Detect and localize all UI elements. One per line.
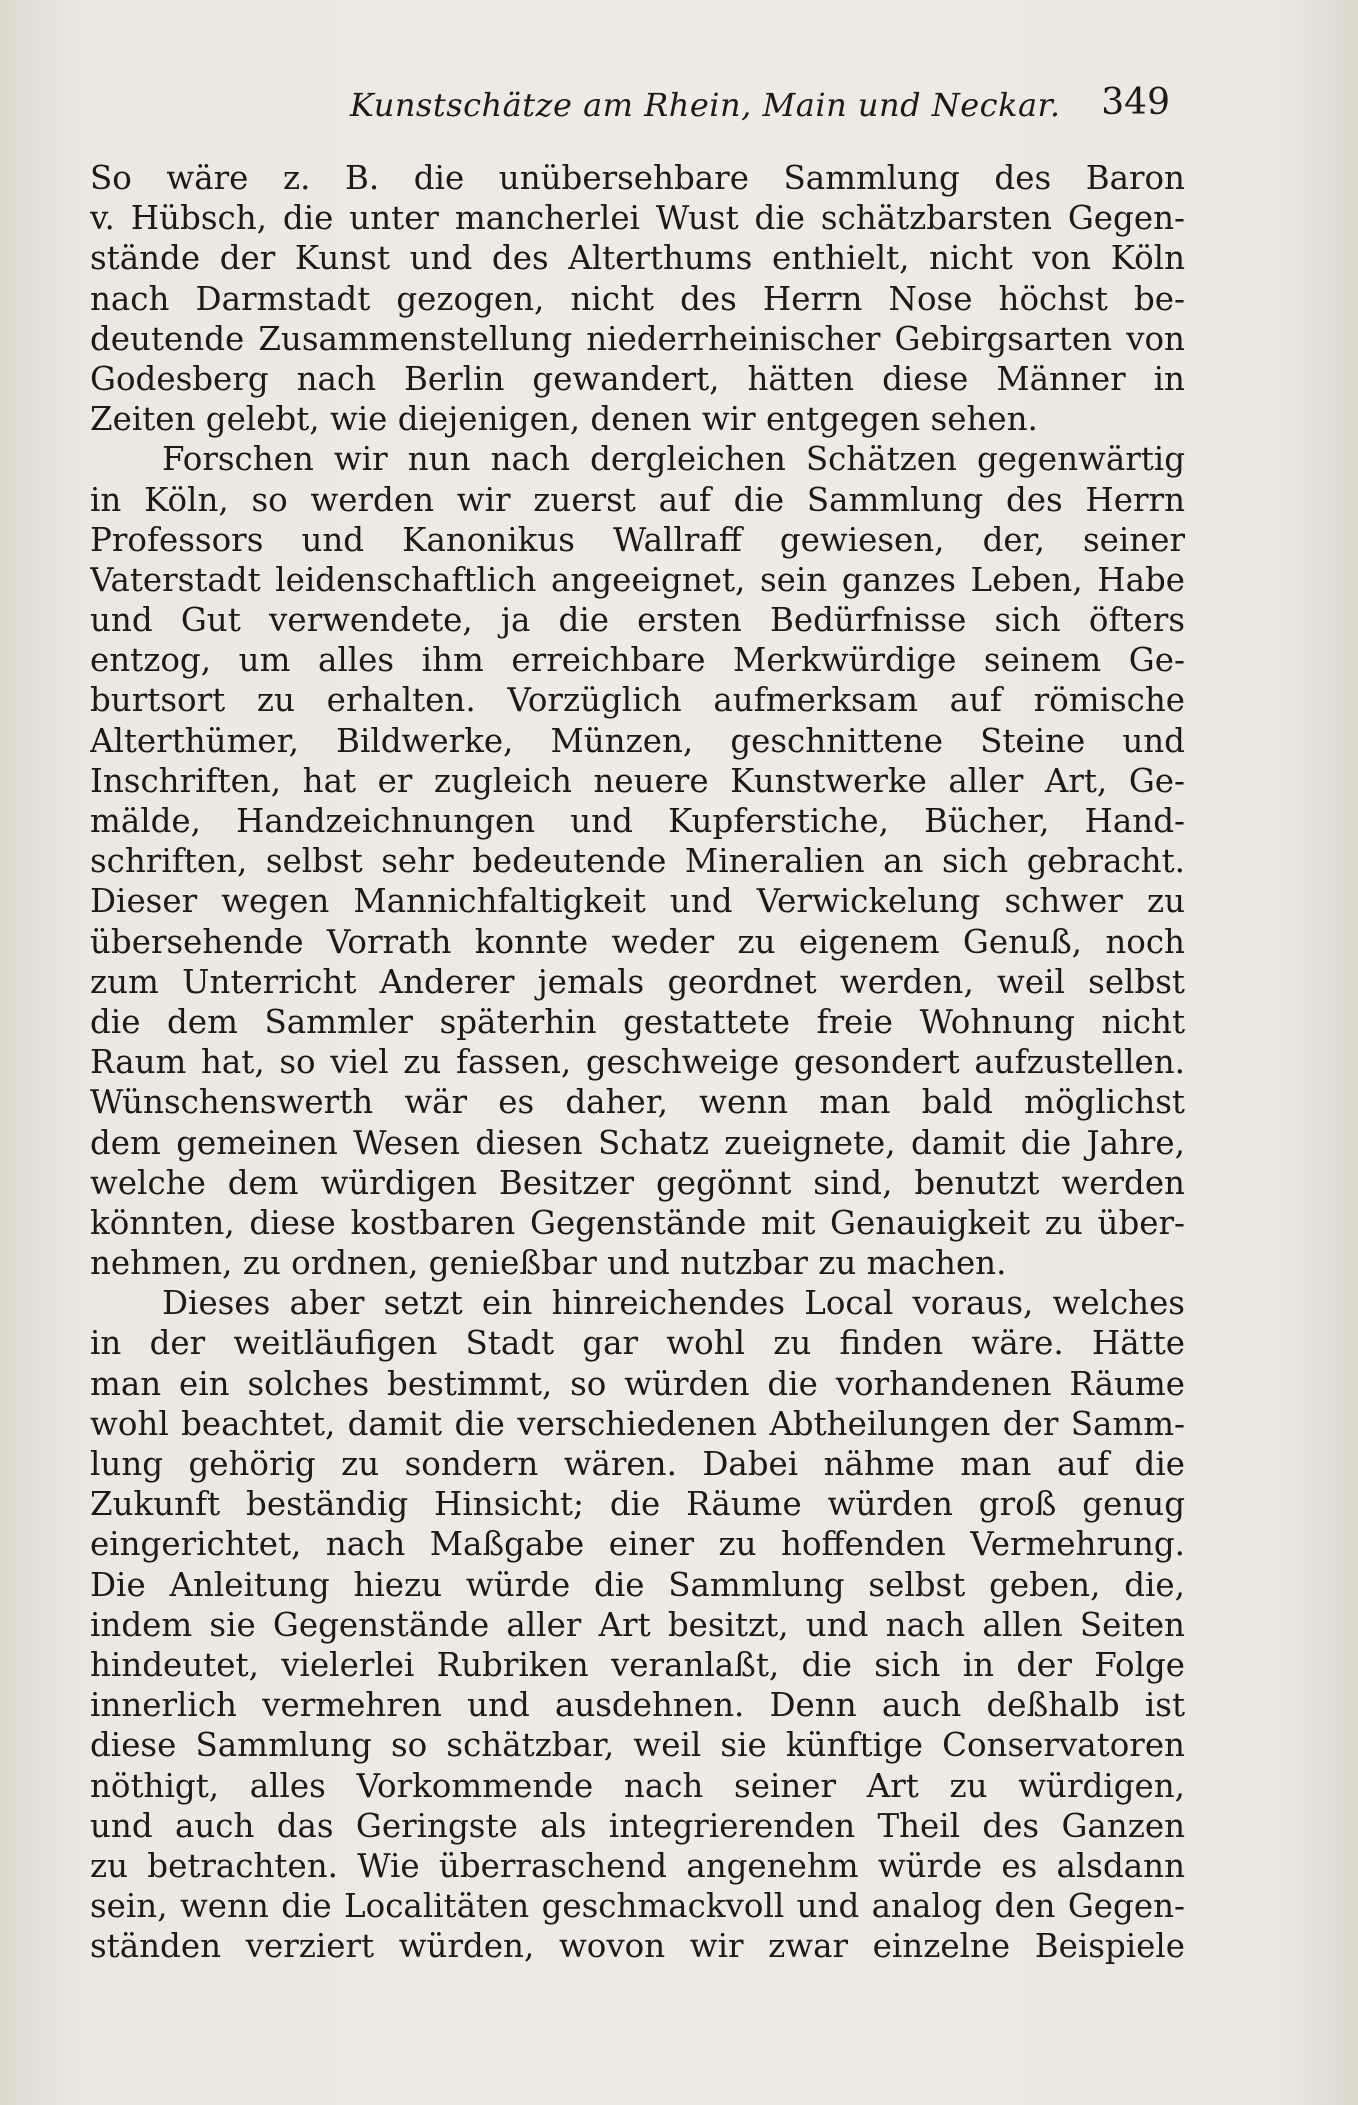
text-line: zu betrachten. Wie überraschend angenehm würde es alsdann [90,1846,1185,1885]
text-line: diese Sammlung so schätzbar, weil sie künftige Conservatoren [90,1726,1185,1765]
text-line: welche dem würdigen Besitzer gegönnt sind, benutzt werden [90,1163,1185,1202]
text-line: burtsort zu erhalten. Vorzüglich aufmerksam auf römische [90,681,1185,720]
text-line: lung gehörig zu sondern wären. Dabei nähme man auf die [90,1445,1185,1483]
text-line: könnten, diese kostbaren Gegenstände mit Genauigkeit zu über- [90,1203,1185,1242]
text-line: So wäre z. B. die unübersehbare Sammlung des Baron [90,159,1185,197]
text-line: Zeiten gelebt, wie diejenigen, denen wir entgegen sehen. [90,400,1038,439]
text-line: Die Anleitung hiezu würde die Sammlung selbst geben, die, [90,1565,1185,1604]
text-line: entzog, um alles ihm erreichbare Merkwürdige seinem Ge- [90,641,1185,680]
text-line: v. Hübsch, die unter mancherlei Wust die schätzbarsten Gegen- [90,199,1185,238]
running-head: Kunstschätze am Rhein, Main und Neckar. [350,86,1061,124]
text-line: nehmen, zu ordnen, genießbar und nutzbar zu machen. [90,1244,1007,1283]
text-line: Forschen wir nun nach dergleichen Schätzen gegenwärtig [162,440,1185,479]
text-line: Raum hat, so viel zu fassen, geschweige gesondert aufzustellen. [90,1043,1185,1082]
text-line: nach Darmstadt gezogen, nicht des Herrn Nose höchst be- [90,279,1185,318]
text-line: zum Unterricht Anderer jemals geordnet werden, weil selbst [90,962,1185,1001]
text-line: dem gemeinen Wesen diesen Schatz zueignete, damit die Jahre, [90,1123,1185,1162]
text-line: wohl beachtet, damit die verschiedenen Abtheilungen der Samm- [90,1404,1185,1443]
paragraph [90,158,1185,439]
text-line: Vaterstadt leidenschaftlich angeeignet, sein ganzes Leben, Habe [90,560,1185,599]
text-line: sein, wenn die Localitäten geschmackvoll und analog den Gegen- [90,1887,1185,1926]
text-line: Dieser wegen Mannichfaltigkeit und Verwickelung schwer zu [90,882,1185,921]
text-line: in Köln, so werden wir zuerst auf die Sammlung des Herrn [90,480,1185,519]
text-line: und auch das Geringste als integrierenden Theil des Ganzen [90,1806,1185,1845]
text-line: stände der Kunst und des Alterthums enthielt, nicht von Köln [90,239,1185,278]
text-line: ständen verziert würden, wovon wir zwar einzelne Beispiele [90,1927,1185,1966]
text-line: deutende Zusammenstellung niederrheinischer Gebirgsarten von [90,319,1185,358]
text-line: die dem Sammler späterhin gestattete freie Wohnung nicht [90,1002,1185,1041]
body-text [90,158,1185,1966]
text-line: hindeutet, vielerlei Rubriken veranlaßt, die sich in der Folge [90,1645,1185,1684]
text-line: eingerichtet, nach Maßgabe einer zu hoffenden Vermehrung. [90,1525,1185,1564]
text-line: man ein solches bestimmt, so würden die vorhandenen Räume [90,1364,1185,1403]
text-line: in der weitläufigen Stadt gar wohl zu finden wäre. Hätte [90,1324,1185,1363]
text-line: mälde, Handzeichnungen und Kupferstiche, Bücher, Hand- [90,802,1185,840]
text-line: Wünschenswerth wär es daher, wenn man bald möglichst [90,1083,1185,1122]
text-line: innerlich vermehren und ausdehnen. Denn auch deßhalb ist [90,1686,1185,1725]
text-line: Godesberg nach Berlin gewandert, hätten diese Männer in [90,359,1185,398]
text-line: Dieses aber setzt ein hinreichendes Local voraus, welches [162,1284,1185,1323]
text-line: nöthigt, alles Vorkommende nach seiner Art zu würdigen, [90,1766,1185,1805]
text-line: und Gut verwendete, ja die ersten Bedürfnisse sich öfters [90,601,1185,640]
paragraph [90,1283,1185,1966]
page-number: 349 [1101,82,1170,123]
text-line: Zukunft beständig Hinsicht; die Räume würden groß genug [90,1485,1185,1524]
text-line: Professors und Kanonikus Wallraff gewiesen, der, seiner [90,520,1185,559]
text-line: indem sie Gegenstände aller Art besitzt, und nach allen Seiten [90,1605,1185,1644]
page-header [90,78,1170,134]
text-line: übersehende Vorrath konnte weder zu eigenem Genuß, noch [90,922,1185,961]
text-line: schriften, selbst sehr bedeutende Mineralien an sich gebracht. [90,842,1185,881]
text-line: Inschriften, hat er zugleich neuere Kunstwerke aller Art, Ge- [90,761,1185,800]
text-line: Alterthümer, Bildwerke, Münzen, geschnittene Steine und [90,721,1185,760]
paragraph [90,439,1185,1283]
